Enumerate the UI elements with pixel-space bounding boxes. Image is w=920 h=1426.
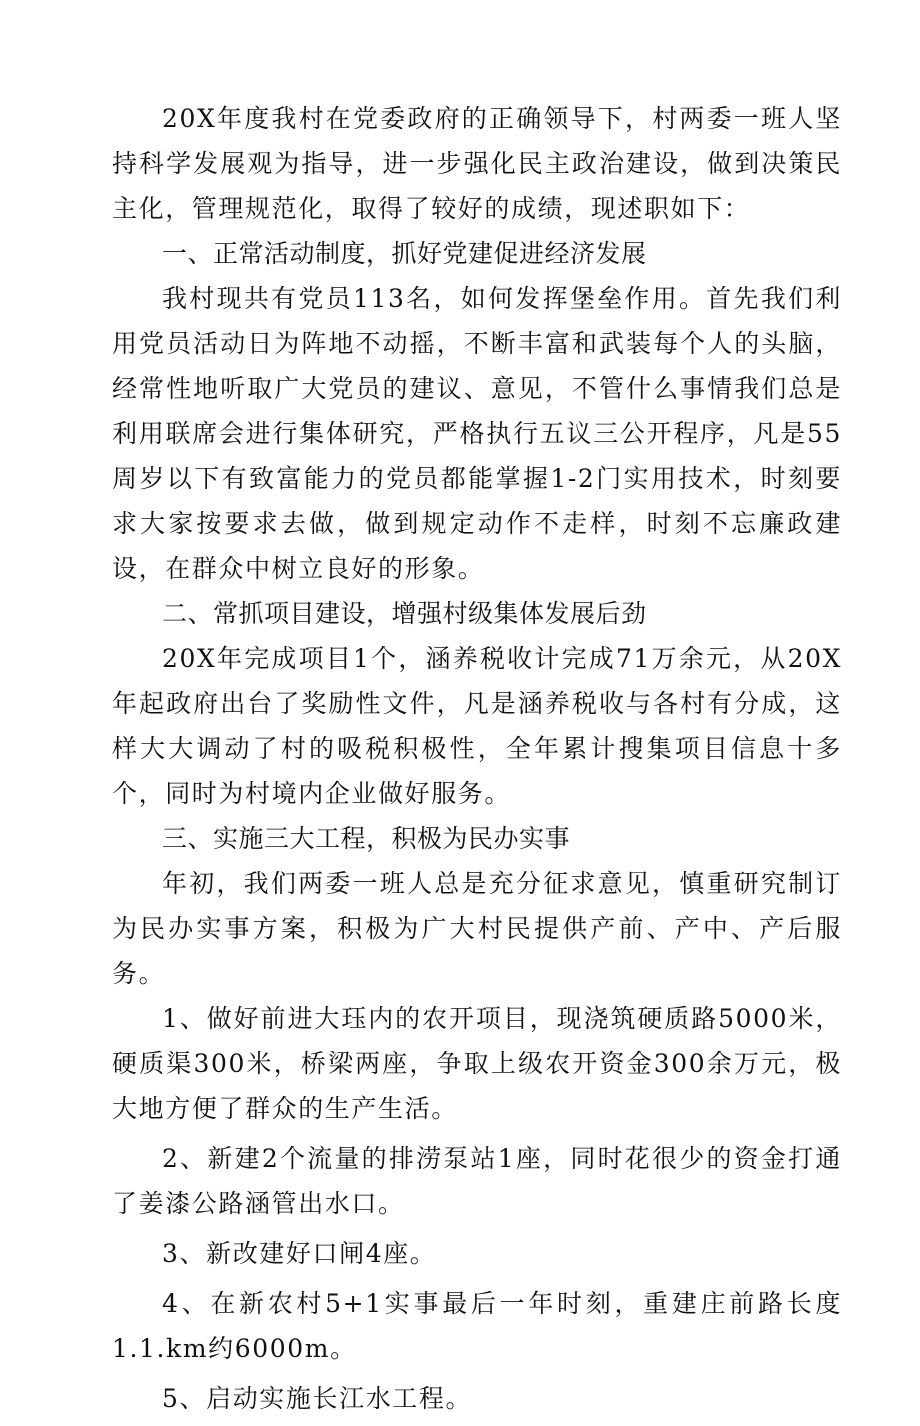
list-item-5: 5、启动实施长江水工程。 bbox=[162, 1384, 473, 1413]
section-3-heading: 三、实施三大工程，积极为民办实事 bbox=[162, 824, 571, 853]
section-2-paragraph: 20X年完成项目1个，涵养税收计完成71万余元，从20X年起政府出台了奖励性文件，凡是涵养税收与各村有分成，这样大大调动了村的吸税积极性，全年累计搜集项目信息十多个，同时为村境内企业做好服务。 bbox=[112, 644, 842, 808]
list-item-4: 4、在新农村5+1实事最后一年时刻，重建庄前路长度1.1.km约6000m。 bbox=[112, 1289, 842, 1363]
section-1-heading: 一、正常活动制度，抓好党建促进经济发展 bbox=[162, 239, 647, 268]
section-2-heading: 二、常抓项目建设，增强村级集体发展后劲 bbox=[162, 599, 647, 628]
list-item-2: 2、新建2个流量的排涝泵站1座，同时花很少的资金打通了姜漆公路涵管出水口。 bbox=[112, 1144, 842, 1218]
section-3-paragraph: 年初，我们两委一班人总是充分征求意见，慎重研究制订为民办实事方案，积极为广大村民提供产前、产中、产后服务。 bbox=[112, 869, 842, 988]
document-body bbox=[112, 96, 842, 1426]
intro-paragraph: 20X年度我村在党委政府的正确领导下，村两委一班人坚持科学发展观为指导，进一步强化民主政治建设，做到决策民主化，管理规范化，取得了较好的成绩，现述职如下： bbox=[112, 104, 842, 223]
section-1-paragraph: 我村现共有党员113名，如何发挥堡垒作用。首先我们利用党员活动日为阵地不动摇，不断丰富和武装每个人的头脑，经常性地听取广大党员的建议、意见，不管什么事情我们总是利用联席会进行集体研究，严格执行五议三公开程序，凡是55周岁以下有致富能力的党员都能掌握1-2门实用技术，时刻要求大家按要求去做，做到规定动作不走样，时刻不忘廉政建设，在群众中树立良好的形象。 bbox=[112, 284, 842, 583]
list-item-1: 1、做好前进大珏内的农开项目，现浇筑硬质路5000米，硬质渠300米，桥梁两座，争取上级农开资金300余万元，极大地方便了群众的生产生活。 bbox=[112, 1004, 842, 1123]
list-item-3: 3、新改建好口闸4座。 bbox=[162, 1239, 437, 1268]
